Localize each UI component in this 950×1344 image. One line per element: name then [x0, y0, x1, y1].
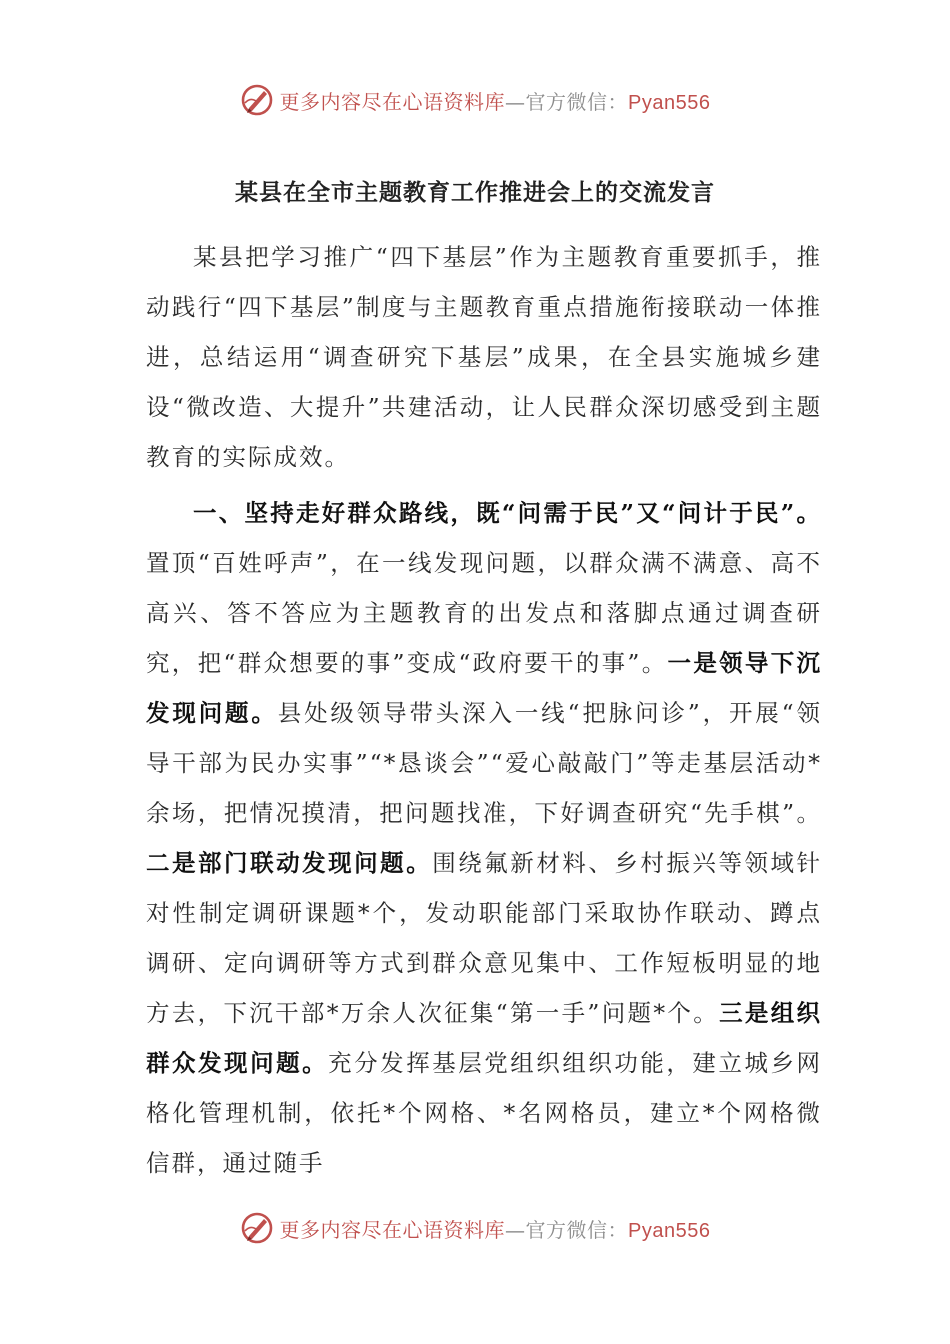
header-banner-wechat-label: 官方微信： [525, 89, 629, 114]
header-banner-dash: — [505, 89, 526, 114]
pen-logo-icon [240, 83, 274, 117]
section-1-text: 置顶“百姓呼声”，在一线发现问题，以群众满不满意、高不高兴、答不答应为主题教育的出发点和落脚点通过调查研究，把“群众想要的事”变成“政府要干的事”。 [146, 549, 822, 677]
header-banner-text [280, 86, 711, 115]
point-3-heading: 三是组织群众发现问题。 [146, 999, 823, 1077]
pen-logo-icon [240, 1211, 274, 1245]
point-1-heading: 一是领导下沉发现问题。 [146, 649, 823, 727]
document-body [146, 232, 822, 1188]
footer-banner-text [280, 1214, 711, 1243]
point-1-text: 县处级领导带头深入一线“把脉问诊”，开展“领导干部为民办实事”“*恳谈会”“爱心敲敲门”等走基层活动*余场，把情况摸清，把问题找准，下好调查研究“先手棋”。 [146, 699, 823, 827]
intro-paragraph: 某县把学习推广“四下基层”作为主题教育重要抓手，推动践行“四下基层”制度与主题教育重点措施衔接联动一体推进，总结运用“调查研究下基层”成果，在全县实施城乡建设“微改造、大提升”共建活动，让人民群众深切感受到主题教育的实际成效。 [146, 243, 822, 471]
point-2-heading: 二是部门联动发现问题。 [146, 849, 433, 877]
document-title: 某县在全市主题教育工作推进会上的交流发言 [235, 179, 715, 206]
point-2-text: 围绕氟新材料、乡村振兴等领域针对性制定调研课题*个，发动职能部门采取协作联动、蹲点调研、定向调研等方式到群众意见集中、工作短板明显的地方去，下沉干部*万余人次征集“第一手”问题*个。 [146, 849, 823, 1027]
header-banner-wechat-id: Pyan556 [628, 91, 711, 114]
footer-banner-slogan: 更多内容尽在心语资料库 [279, 1217, 506, 1242]
footer-banner-dash: — [505, 1217, 526, 1242]
header-watermark-banner [0, 80, 950, 120]
section-1-paragraph [146, 488, 822, 1188]
point-3-text: 充分发挥基层党组织组织功能，建立城乡网格化管理机制，依托*个网格、*名网格员，建立*个网格微信群，通过随手 [146, 1049, 823, 1177]
header-banner-slogan: 更多内容尽在心语资料库 [279, 89, 506, 114]
footer-banner-wechat-label: 官方微信： [525, 1217, 629, 1242]
footer-watermark-banner [0, 1208, 950, 1248]
footer-banner-wechat-id: Pyan556 [628, 1219, 711, 1242]
section-1-heading: 一、坚持走好群众路线，既“问需于民”又“问计于民”。 [193, 499, 822, 527]
